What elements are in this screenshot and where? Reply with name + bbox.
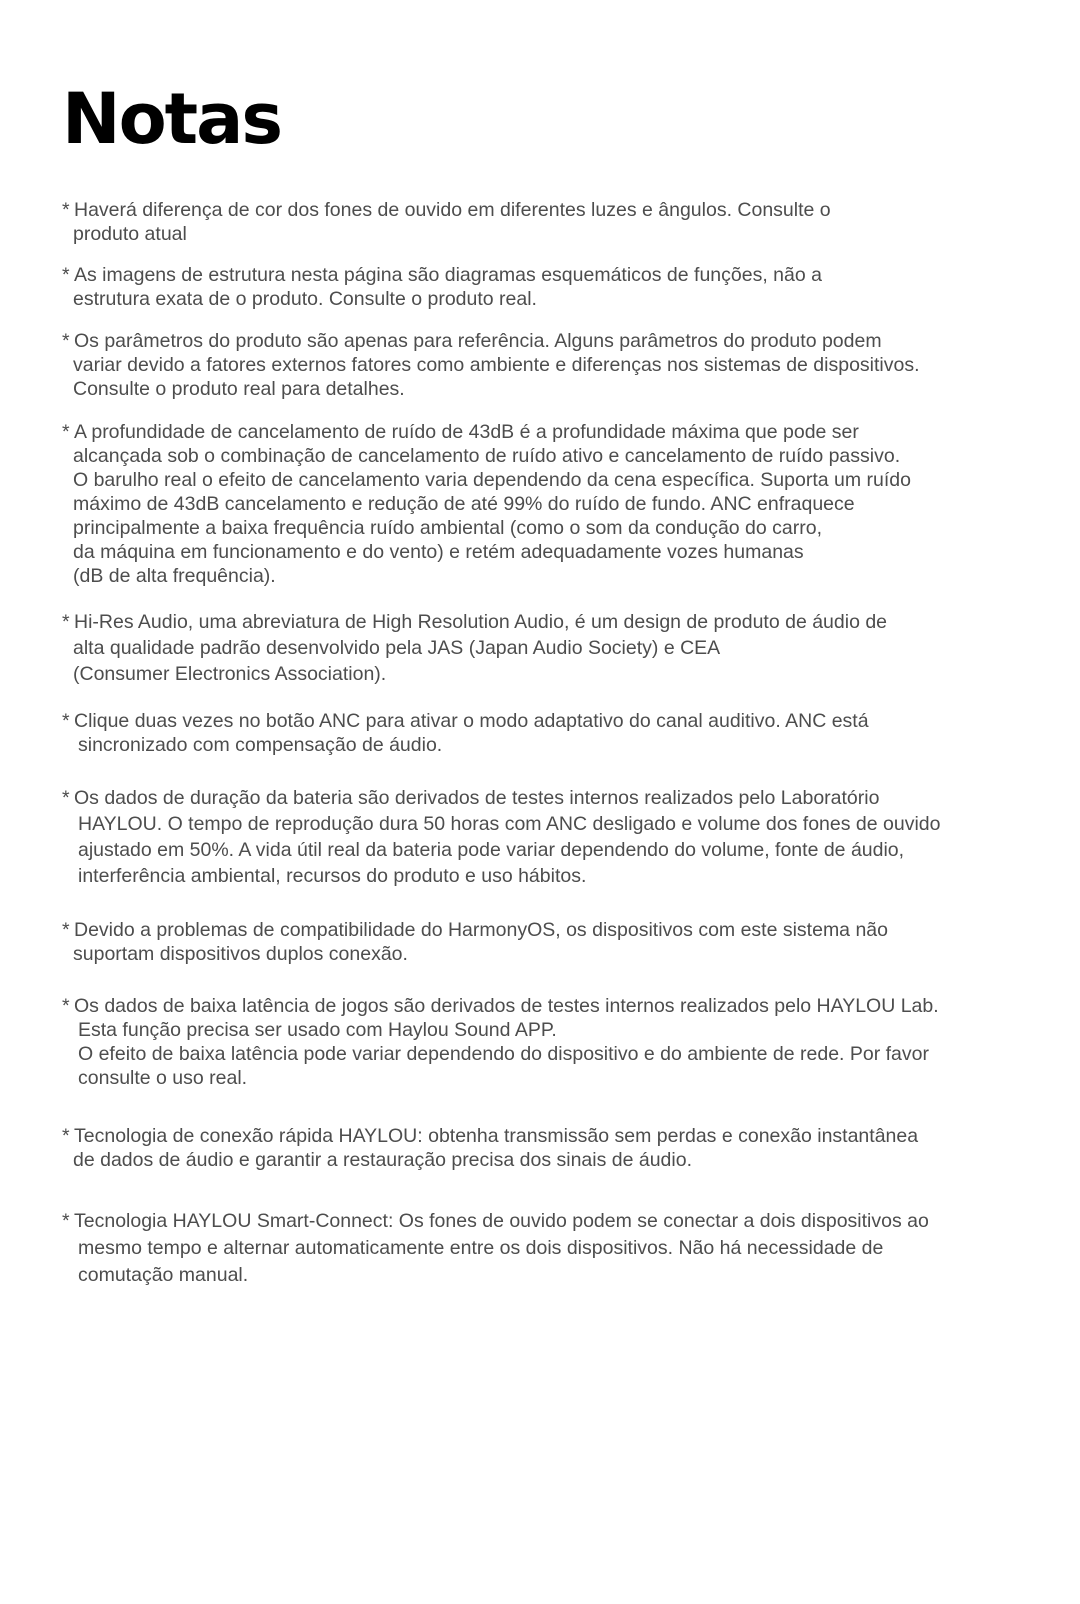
- note-line: HAYLOU. O tempo de reprodução dura 50 horas com ANC desligado e volume dos fones de ouvido: [78, 813, 941, 835]
- note-line: (Consumer Electronics Association).: [73, 663, 387, 685]
- note-line: * Os dados de baixa latência de jogos são derivados de testes internos realizados pelo HAYLOU Lab.: [62, 995, 939, 1017]
- asterisk-bullet: *: [62, 264, 70, 286]
- note-line: estrutura exata de o produto. Consulte o produto real.: [73, 288, 537, 310]
- note-line: comutação manual.: [78, 1264, 249, 1286]
- note-line: * Os parâmetros do produto são apenas para referência. Alguns parâmetros do produto podem: [62, 330, 882, 352]
- note-line: principalmente a baixa frequência ruído ambiental (como o som da condução do carro,: [73, 517, 823, 539]
- asterisk-bullet: *: [62, 421, 70, 443]
- page-title: Notas: [62, 78, 282, 160]
- note-line: * Clique duas vezes no botão ANC para ativar o modo adaptativo do canal auditivo. ANC está: [62, 710, 869, 732]
- note-line: O barulho real o efeito de cancelamento varia dependendo da cena específica. Suporta um ruído: [73, 469, 911, 491]
- asterisk-bullet: *: [62, 611, 70, 633]
- note-line: alcançada sob o combinação de cancelamento de ruído ativo e cancelamento de ruído passivo.: [73, 445, 901, 467]
- asterisk-bullet: *: [62, 199, 70, 221]
- asterisk-bullet: *: [62, 787, 70, 809]
- note-line: * Hi-Res Audio, uma abreviatura de High Resolution Audio, é um design de produto de áudio de: [62, 611, 888, 633]
- note-item: [62, 329, 1062, 401]
- note-line: * Os dados de duração da bateria são derivados de testes internos realizados pelo Laboratório: [62, 787, 880, 809]
- note-line: da máquina em funcionamento e do vento) e retém adequadamente vozes humanas: [73, 541, 804, 563]
- note-item: [62, 918, 1062, 966]
- note-line: ajustado em 50%. A vida útil real da bateria pode variar dependendo do volume, fonte de áudio,: [78, 839, 905, 861]
- note-line: alta qualidade padrão desenvolvido pela JAS (Japan Audio Society) e CEA: [73, 637, 721, 659]
- note-line: * Devido a problemas de compatibilidade do HarmonyOS, os dispositivos com este sistema não: [62, 919, 888, 941]
- asterisk-bullet: *: [62, 330, 70, 352]
- note-line: de dados de áudio e garantir a restauração precisa dos sinais de áudio.: [73, 1149, 692, 1171]
- asterisk-bullet: *: [62, 1125, 70, 1147]
- note-item: [62, 420, 1062, 588]
- note-line: produto atual: [73, 223, 187, 245]
- note-line: variar devido a fatores externos fatores como ambiente e diferenças nos sistemas de dispositivos.: [73, 354, 920, 376]
- note-item: [62, 709, 1062, 757]
- note-item: [62, 1124, 1062, 1172]
- asterisk-bullet: *: [62, 995, 70, 1017]
- note-item: [62, 785, 1062, 889]
- note-line: * A profundidade de cancelamento de ruído de 43dB é a profundidade máxima que pode ser: [62, 421, 859, 443]
- note-line: sincronizado com compensação de áudio.: [78, 734, 443, 756]
- note-line: (dB de alta frequência).: [73, 565, 276, 587]
- asterisk-bullet: *: [62, 1210, 70, 1232]
- note-item: [62, 1208, 1062, 1289]
- note-item: [62, 609, 1062, 687]
- note-line: mesmo tempo e alternar automaticamente entre os dois dispositivos. Não há necessidade de: [78, 1237, 884, 1259]
- note-line: suportam dispositivos duplos conexão.: [73, 943, 408, 965]
- note-item: [62, 994, 1062, 1090]
- note-line: Esta função precisa ser usado com Haylou Sound APP.: [78, 1019, 557, 1041]
- note-line: * As imagens de estrutura nesta página são diagramas esquemáticos de funções, não a: [62, 264, 822, 286]
- note-item: [62, 263, 1062, 311]
- note-item: [62, 198, 1062, 246]
- note-line: consulte o uso real.: [78, 1067, 248, 1089]
- asterisk-bullet: *: [62, 919, 70, 941]
- note-line: Consulte o produto real para detalhes.: [73, 378, 405, 400]
- note-line: * Tecnologia HAYLOU Smart-Connect: Os fones de ouvido podem se conectar a dois dispositivos ao: [62, 1208, 1062, 1235]
- note-line: máximo de 43dB cancelamento e redução de até 99% do ruído de fundo. ANC enfraquece: [73, 493, 855, 515]
- note-line: * Haverá diferença de cor dos fones de ouvido em diferentes luzes e ângulos. Consulte o: [62, 199, 831, 221]
- note-line: interferência ambiental, recursos do produto e uso hábitos.: [78, 865, 587, 887]
- note-line: O efeito de baixa latência pode variar dependendo do dispositivo e do ambiente de rede. Por favor: [78, 1043, 929, 1065]
- note-line: * Tecnologia de conexão rápida HAYLOU: obtenha transmissão sem perdas e conexão instantânea: [62, 1125, 919, 1147]
- asterisk-bullet: *: [62, 710, 70, 732]
